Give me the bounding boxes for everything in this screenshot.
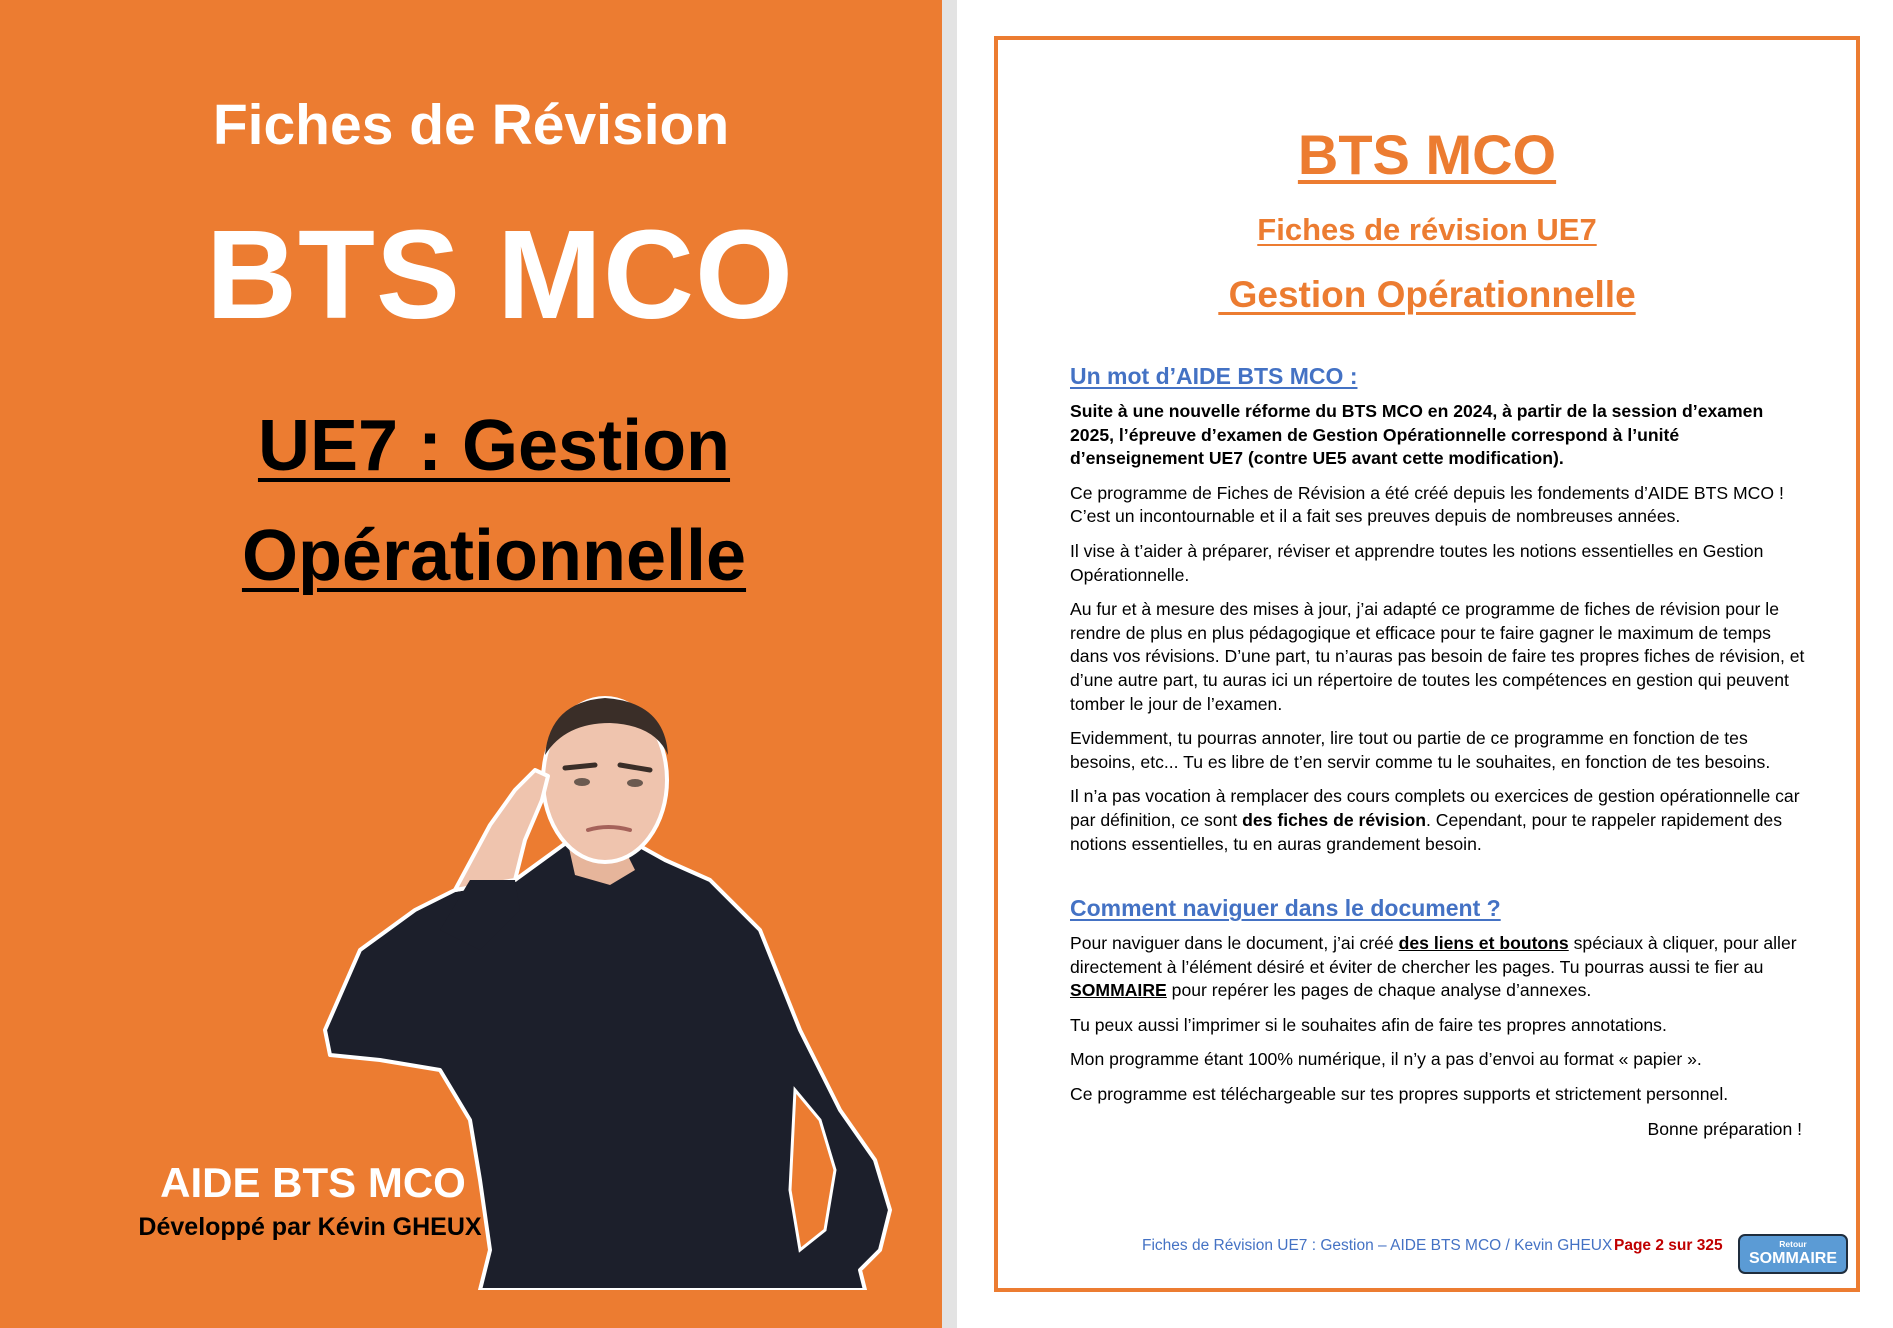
paragraph-scope	[1070, 785, 1810, 856]
back-to-sommaire-button[interactable]	[1738, 1234, 1848, 1274]
page-content	[1070, 362, 1810, 1141]
paragraph-navigation	[1070, 932, 1810, 1003]
nav-text-2: spéciaux à cliquer, pour aller directement à l’élément désiré et éviter de chercher les pages. Tu pourras aussi te fier au	[1070, 933, 1797, 977]
paragraph-purpose: Il vise à t’aider à préparer, réviser et apprendre toutes les notions essentielles en Gestion Opérationnelle.	[1070, 540, 1764, 585]
footer-text: Fiches de Révision UE7 : Gestion – AIDE BTS MCO / Kevin GHEUX	[1142, 1237, 1613, 1254]
cover-subtitle: Fiches de Révision	[212, 93, 730, 157]
section-heading-intro: Un mot d’AIDE BTS MCO :	[1070, 363, 1358, 389]
scope-text-1: Il n’a pas vocation à remplacer des cours complets ou exercices de gestion opérationnelle car par définition, ce sont	[1070, 786, 1800, 830]
links-and-buttons-link[interactable]: des liens et boutons	[1398, 933, 1569, 954]
page-subtitle: Fiches de révision UE7	[1257, 212, 1597, 247]
page-subtitle-2: Gestion Opérationnelle	[1218, 274, 1636, 315]
cover-unit-line-2: Opérationnelle	[241, 516, 747, 596]
closing-text: Bonne préparation !	[1647, 1118, 1802, 1139]
paragraph-usage: Evidemment, tu pourras annoter, lire tout ou partie de ce programme en fonction de tes besoins, etc... Tu es libre de t’en servir comme tu le souhaites, en fonction de tes besoins.	[1070, 728, 1771, 772]
scope-bold: des fiches de révision	[1242, 809, 1426, 830]
nav-text-3: pour repérer les pages de chaque analyse d’annexes.	[1166, 980, 1592, 1001]
brand-name: AIDE BTS MCO	[160, 1159, 466, 1206]
paragraph-download: Ce programme est téléchargeable sur tes propres supports et strictement personnel.	[1070, 1084, 1729, 1105]
cover-title: BTS MCO	[206, 204, 794, 345]
author-credit: Développé par Kévin GHEUX	[138, 1213, 482, 1241]
button-small-label: Retour	[1779, 1239, 1807, 1249]
page-gutter	[942, 0, 957, 1328]
section-heading-navigation: Comment naviguer dans le document ?	[1070, 895, 1501, 922]
paragraph-digital: Mon programme étant 100% numérique, il n’y a pas d’envoi au format « papier ».	[1070, 1049, 1702, 1070]
document-page	[994, 36, 1860, 1292]
paragraph-origin: Ce programme de Fiches de Révision a été créé depuis les fondements d’AIDE BTS MCO ! C’est un incontournable et il a fait ses preuves depuis de nombreuses années.	[1070, 482, 1784, 527]
paragraph-updates: Au fur et à mesure des mises à jour, j’ai adapté ce programme de fiches de révision pour le rendre de plus en plus pédagogique et efficace pour te faire gagner le maximum de temps dans vos révisions. D’une part, tu n’auras pas besoin de faire tes propres fiches de révision, et d’une autre part, tu auras ici un répertoire de toutes les compétences en gestion qui peuvent tomber le jour de l’examen.	[1070, 599, 1805, 714]
intro-paragraph: Suite à une nouvelle réforme du BTS MCO en 2024, à partir de la session d’examen 2025, l’épreuve d’examen de Gestion Opérationnelle correspond à l’unité d’enseignement UE7 (contre UE5 avant cette modification).	[1070, 401, 1764, 469]
page-number: Page 2 sur 325	[1614, 1237, 1723, 1254]
page-title: BTS MCO	[1297, 123, 1557, 186]
cover-unit-line-1: UE7 : Gestion	[257, 406, 731, 486]
button-main-label: SOMMAIRE	[1749, 1250, 1837, 1267]
paragraph-print: Tu peux aussi l’imprimer si le souhaites afin de faire tes propres annotations.	[1070, 1014, 1667, 1035]
scope-text-2: . Cependant, pour te rappeler rapidement des notions essentielles, tu en auras grandement besoin.	[1070, 809, 1783, 854]
cover-page	[0, 0, 942, 1328]
nav-text-1: Pour naviguer dans le document, j’ai créé	[1070, 933, 1399, 954]
sommaire-link[interactable]: SOMMAIRE	[1070, 980, 1167, 1001]
